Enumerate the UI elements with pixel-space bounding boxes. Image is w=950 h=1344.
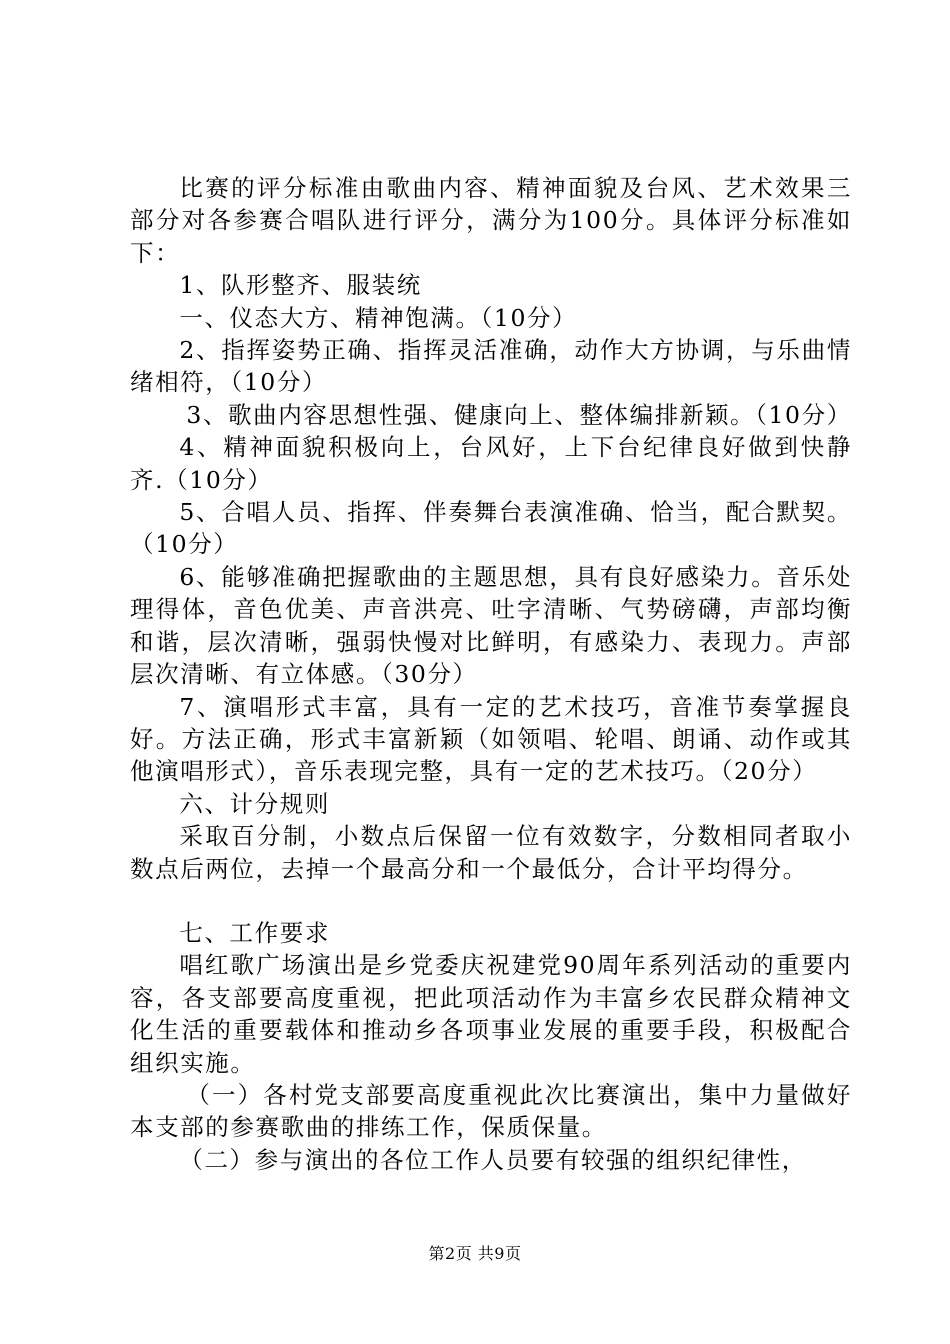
page-footer bbox=[0, 1244, 950, 1264]
paragraph-criterion-5: 5、合唱人员、指挥、伴奏舞台表演准确、恰当，配合默契。（10分） bbox=[130, 498, 852, 559]
paragraph-criterion-6: 6、能够准确把握歌曲的主题思想，具有良好感染力。音乐处理得体，音色优美、声音洪亮、吐字清晰、气势磅礴，声部均衡和谐，层次清晰，强弱快慢对比鲜明，有感染力、表现力。声部层次清晰、有立体感。（30分） bbox=[130, 562, 852, 689]
section-heading-work-requirements: 七、工作要求 bbox=[179, 918, 330, 947]
paragraph-criterion-4: 4、精神面貌积极向上，台风好，上下台纪律良好做到快静齐.（10分） bbox=[130, 433, 852, 494]
paragraph-criterion-7: 7、演唱形式丰富，具有一定的艺术技巧，音准节奏掌握良好。方法正确，形式丰富新颖（如领唱、轮唱、朗诵、动作或其他演唱形式），音乐表现完整，具有一定的艺术技巧。（20分） bbox=[130, 692, 852, 786]
paragraph-requirement-1: （一）各村党支部要高度重视此次比赛演出，集中力量做好本支部的参赛歌曲的排练工作，保质保量。 bbox=[130, 1080, 852, 1142]
paragraph-criterion-2: 2、指挥姿势正确、指挥灵活准确，动作大方协调，与乐曲情绪相符，（10分） bbox=[130, 336, 852, 397]
paragraph-criterion-1: 1、队形整齐、服装统 bbox=[179, 271, 422, 300]
section-heading-scoring-rules: 六、计分规则 bbox=[179, 789, 330, 818]
paragraph-scoring-rules: 采取百分制，小数点后保留一位有效数字，分数相同者取小数点后两位，去掉一个最高分和一个最低分，合计平均得分。 bbox=[130, 822, 852, 883]
page-number-label: 第2页 共9页 bbox=[428, 1244, 522, 1263]
paragraph-requirement-2: （二）参与演出的各位工作人员要有较强的组织纪律性， bbox=[179, 1145, 807, 1174]
paragraph-criterion-1-cont: 一、仪态大方、精神饱满。（10分） bbox=[179, 303, 578, 332]
paragraph-spacer bbox=[130, 885, 852, 917]
document-body bbox=[130, 172, 852, 1176]
paragraph-work-requirements: 唱红歌广场演出是乡党委庆祝建党90周年系列活动的重要内容，各支部要高度重视，把此项活动作为丰富乡农民群众精神文化生活的重要载体和推动乡各项事业发展的重要手段，积极配合组织实施。 bbox=[130, 951, 852, 1077]
paragraph-scoring-intro: 比赛的评分标准由歌曲内容、精神面貌及台风、艺术效果三部分对各参赛合唱队进行评分，满分为100分。具体评分标准如下： bbox=[130, 174, 852, 267]
paragraph-criterion-3: 3、歌曲内容思想性强、健康向上、整体编排新颖。（10分） bbox=[186, 400, 852, 429]
